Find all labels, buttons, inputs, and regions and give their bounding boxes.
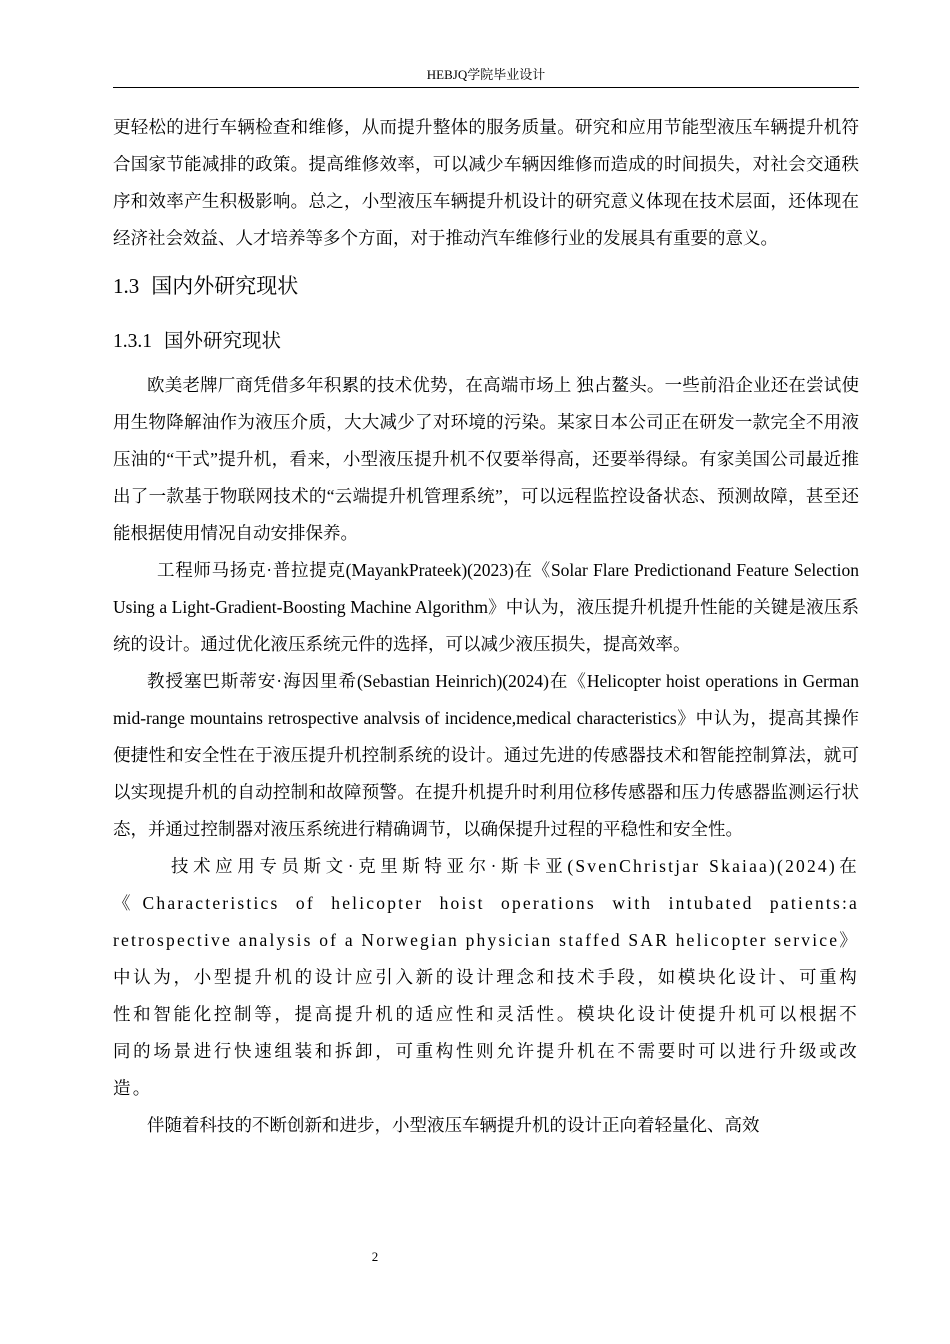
paragraph-prateek: 工程师马扬克·普拉提克(MayankPrateek)(2023)在《Solar Flare Predictionand Feature Selection Using a Light-Gradient-Boosting Machine Algorithm》中认为，液压提升机提升性能的关键是液压系统的设计。通过优化液压系统元件的选择，可以减少液压损失，提高效率。 bbox=[113, 560, 859, 654]
page-body bbox=[113, 109, 859, 1144]
paragraph-skaiaa: 技术应用专员斯文·克里斯特亚尔·斯卡亚(SvenChristjar Skaiaa)(2024)在《Characteristics of helicopter hoist operations with intubated patients:a retrospective analysis of a Norwegian physician staffed SAR helicopter service》中认为，小型提升机的设计应引入新的设计理念和技术手段，如模块化设计、可重构性和智能化控制等，提高提升机的适应性和灵活性。模块化设计使提升机可以根据不同的场景进行快速组装和拆卸，可重构性则允许提升机在不需要时可以进行升级或改造。 bbox=[113, 856, 859, 1098]
section-title: 国内外研究现状 bbox=[151, 274, 299, 298]
paragraph-trend: 伴随着科技的不断创新和进步，小型液压车辆提升机的设计正向着轻量化、高效 bbox=[147, 1115, 760, 1135]
section-number: 1.3 bbox=[113, 274, 140, 298]
subsection-number: 1.3.1 bbox=[113, 331, 152, 352]
page-header: HEBJQ学院毕业设计 bbox=[426, 67, 546, 82]
subsection-heading bbox=[113, 326, 859, 357]
section-heading bbox=[113, 270, 859, 302]
paragraph-continued: 更轻松的进行车辆检查和维修，从而提升整体的服务质量。研究和应用节能型液压车辆提升机符合国家节能减排的政策。提高维修效率，可以减少车辆因维修而造成的时间损失，对社会交通秩序和效率产生积极影响。总之，小型液压车辆提升机设计的研究意义体现在技术层面，还体现在经济社会效益、人才培养等多个方面，对于推动汽车维修行业的发展具有重要的意义。 bbox=[113, 117, 859, 248]
paragraph-heinrich: 教授塞巴斯蒂安·海因里希(Sebastian Heinrich)(2024)在《Helicopter hoist operations in German mid-range mountains retrospective analvsis of incidence,medical characteristics》中认为，提高其操作便捷性和安全性在于液压提升机控制系统的设计。通过先进的传感器技术和智能控制算法，就可以实现提升机的自动控制和故障预警。在提升机提升时利用位移传感器和压力传感器监测运行状态，并通过控制器对液压系统进行精确调节，以确保提升过程的平稳性和安全性。 bbox=[113, 671, 859, 839]
header-divider bbox=[113, 87, 859, 88]
page-number: 2 bbox=[371, 1249, 379, 1264]
paragraph-overview: 欧美老牌厂商凭借多年积累的技术优势，在高端市场上 独占鳌头。一些前沿企业还在尝试使用生物降解油作为液压介质，大大减少了对环境的污染。某家日本公司正在研发一款完全不用液压油的“干式”提升机，看来，小型液压提升机不仅要举得高，还要举得绿。有家美国公司最近推出了一款基于物联网技术的“云端提升机管理系统”，可以远程监控设备状态、预测故障，甚至还能根据使用情况自动安排保养。 bbox=[113, 375, 859, 543]
subsection-title: 国外研究现状 bbox=[164, 329, 282, 352]
